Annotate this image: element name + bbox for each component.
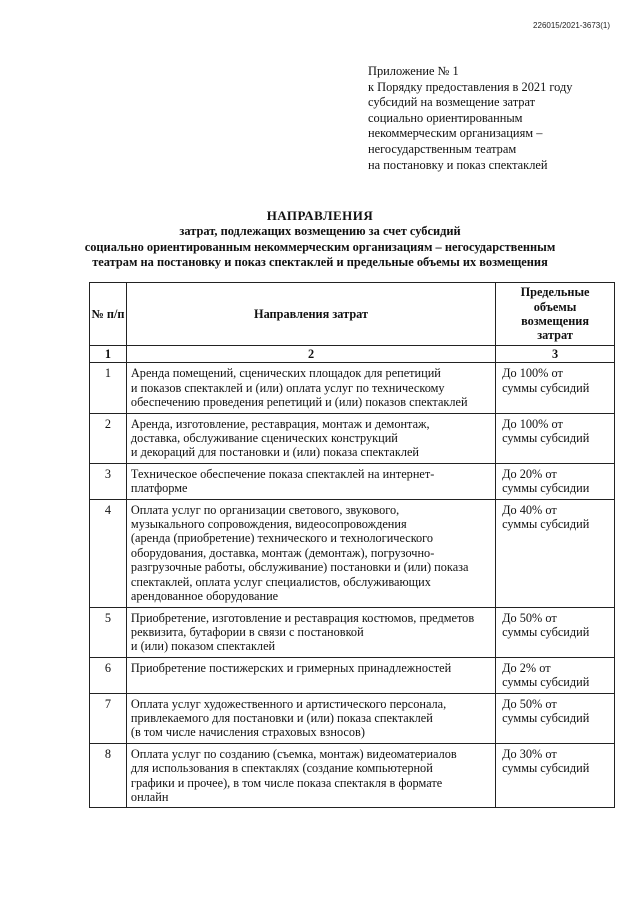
- table-row: [90, 743, 615, 808]
- appendix-block: [368, 64, 628, 173]
- header-limit-line: возмещения: [521, 314, 590, 328]
- row-direction: [126, 463, 495, 499]
- direction-line: обеспечению проведения репетиций и (или) показов спектаклей: [130, 395, 468, 410]
- direction-line: Приобретение постижерских и гримерных принадлежностей: [130, 660, 452, 675]
- appendix-line: субсидий на возмещение затрат: [368, 95, 536, 110]
- row-limit: [496, 499, 615, 607]
- limit-line: суммы субсидий: [502, 431, 590, 446]
- direction-line: и показов спектаклей и (или) оплата услуг по техническому: [130, 380, 445, 395]
- appendix-line: Приложение № 1: [368, 64, 459, 78]
- appendix-line: негосударственным театрам: [368, 141, 517, 156]
- direction-line: Оплата услуг по созданию (съемка, монтаж) видеоматериалов: [130, 746, 457, 761]
- limit-line: суммы субсидий: [502, 517, 590, 532]
- limit-line: суммы субсидий: [502, 624, 590, 639]
- document-heading: [0, 208, 640, 271]
- direction-line: реквизита, бутафории в связи с постановкой: [130, 624, 364, 639]
- row-limit: [496, 657, 615, 693]
- table-row: [90, 693, 615, 743]
- direction-line: оборудования, доставка, монтаж (демонтаж), погрузочно-: [130, 545, 435, 560]
- limit-line: До 30% от: [502, 746, 557, 761]
- direction-line: (в том числе начисления страховых взносов): [130, 725, 365, 740]
- appendix-line: на постановку и показ спектаклей: [368, 157, 548, 172]
- direction-line: Аренда помещений, сценических площадок для репетиций: [130, 366, 441, 381]
- row-limit: [496, 693, 615, 743]
- direction-line: арендованное оборудование: [130, 589, 279, 604]
- limit-line: До 100% от: [502, 416, 563, 431]
- row-limit: [496, 463, 615, 499]
- direction-line: Аренда, изготовление, реставрация, монтаж и демонтаж,: [130, 416, 430, 431]
- row-number: 5: [90, 607, 127, 657]
- row-direction: [126, 607, 495, 657]
- limit-line: До 100% от: [502, 366, 563, 381]
- direction-line: Техническое обеспечение показа спектаклей на интернет-: [130, 466, 435, 481]
- direction-line: привлекаемого для постановки и (или) показа спектаклей: [130, 710, 433, 725]
- direction-line: разгрузочные работы, обслуживание) постановки и (или) показа: [130, 560, 469, 575]
- table-row: [90, 363, 615, 413]
- row-number: 7: [90, 693, 127, 743]
- heading-line-2: социально ориентированным некоммерческим организациям – негосударственным: [84, 239, 556, 254]
- direction-line: (аренда (приобретение) технического и технологического: [130, 531, 434, 546]
- direction-line: для использования в спектаклях (создание компьютерной: [130, 761, 433, 776]
- row-direction: [126, 693, 495, 743]
- table-row: [90, 607, 615, 657]
- limit-line: До 50% от: [502, 610, 557, 625]
- row-limit: [496, 413, 615, 463]
- header-number: № п/п: [90, 283, 127, 346]
- header-direction: Направления затрат: [126, 283, 495, 346]
- direction-line: и (или) показом спектаклей: [130, 639, 276, 654]
- direction-line: платформе: [130, 481, 188, 496]
- heading-title: НАПРАВЛЕНИЯ: [266, 208, 374, 223]
- direction-line: музыкального сопровождения, видеосопровождения: [130, 517, 407, 532]
- appendix-line: некоммерческим организациям –: [368, 126, 543, 141]
- limit-line: До 2% от: [502, 660, 551, 675]
- column-number-3: 3: [496, 346, 615, 363]
- limit-line: До 40% от: [502, 502, 557, 517]
- direction-line: спектаклей, оплата услуг специалистов, обслуживающих: [130, 574, 431, 589]
- row-limit: [496, 607, 615, 657]
- limit-line: суммы субсидий: [502, 675, 590, 690]
- row-direction: [126, 657, 495, 693]
- limit-line: суммы субсидии: [502, 481, 590, 496]
- header-limit-line: объемы: [533, 299, 577, 314]
- row-number: 1: [90, 363, 127, 413]
- row-number: 4: [90, 499, 127, 607]
- table-body: [90, 363, 615, 808]
- header-limit-line: Предельные: [520, 285, 590, 300]
- header-limit: [496, 283, 615, 346]
- direction-line: Приобретение, изготовление и реставрация костюмов, предметов: [130, 610, 475, 625]
- row-direction: [126, 743, 495, 808]
- row-direction: [126, 363, 495, 413]
- row-limit: [496, 743, 615, 808]
- row-direction: [126, 499, 495, 607]
- heading-line-3: театрам на постановку и показ спектаклей и предельные объемы их возмещения: [92, 255, 548, 269]
- table-row: [90, 463, 615, 499]
- table-row: [90, 657, 615, 693]
- direction-line: онлайн: [130, 789, 169, 804]
- heading-line-1: затрат, подлежащих возмещению за счет субсидий: [179, 224, 461, 238]
- limit-line: суммы субсидий: [502, 761, 590, 776]
- column-number-1: 1: [90, 346, 127, 363]
- limit-line: суммы субсидий: [502, 380, 590, 395]
- appendix-line: к Порядку предоставления в 2021 году: [368, 79, 573, 94]
- direction-line: и декораций для постановки и (или) показа спектаклей: [130, 445, 419, 460]
- document-number: 226015/2021-3673(1): [533, 21, 610, 30]
- row-number: 6: [90, 657, 127, 693]
- limit-line: До 50% от: [502, 696, 557, 711]
- direction-line: графики и прочее), в том числе показа спектакля в формате: [130, 775, 443, 790]
- row-number: 2: [90, 413, 127, 463]
- direction-line: доставка, обслуживание сценических конструкций: [130, 431, 398, 446]
- expense-directions-table: [89, 282, 615, 808]
- row-number: 3: [90, 463, 127, 499]
- table-row: [90, 499, 615, 607]
- column-number-2: 2: [126, 346, 495, 363]
- row-direction: [126, 413, 495, 463]
- table-row: [90, 413, 615, 463]
- row-number: 8: [90, 743, 127, 808]
- header-limit-line: затрат: [537, 328, 573, 343]
- direction-line: Оплата услуг художественного и артистического персонала,: [130, 696, 447, 711]
- limit-line: До 20% от: [502, 466, 557, 481]
- row-limit: [496, 363, 615, 413]
- limit-line: суммы субсидий: [502, 710, 590, 725]
- appendix-line: социально ориентированным: [368, 110, 523, 125]
- direction-line: Оплата услуг по организации светового, звукового,: [130, 502, 400, 517]
